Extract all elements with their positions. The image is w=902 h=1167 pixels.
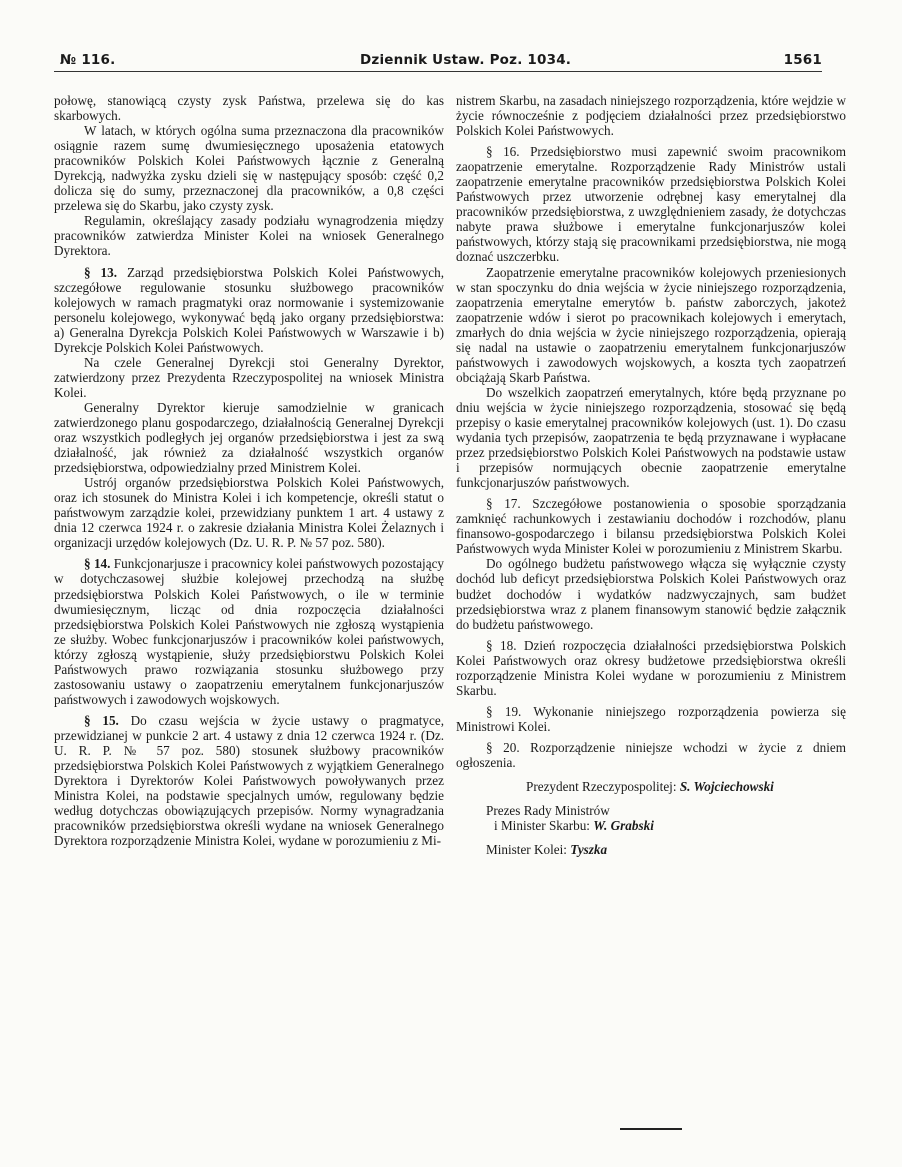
- signature-president: [456, 779, 846, 794]
- paragraph: Zaopatrzenie emerytalne pracowników kolejowych przeniesionych w stan spoczynku do dnia wejścia w życie niniejszego rozporządzenia, zaopatrzenia emerytalne emerytów b. państw zaborczych, jakoteż zaopatrzenie wdów i sierot po pracownikach kolejowych i emerytach, zmarłych do dnia wejścia w życie niniejszego rozporządzenia, opierają się nadal na ustawie o zaopatrzeniu emerytalnem funkcjonarjuszów państwowych i zawodowych wojskowych, a koszta tych zaopatrzeń obciążają Skarb Państwa.: [456, 264, 846, 385]
- section-14: [54, 556, 444, 706]
- paragraph: Generalny Dyrektor kieruje samodzielnie w granicach zatwierdzonego planu gospodarczego, działalnością Generalnej Dyrekcji oraz wszystkich podległych jej organów przedsiębiorstwa i jest za swą działalność, jak również za działalność wszystkich organów przedsiębiorstwa, odpowiedzialny przed Ministrem Kolei.: [54, 399, 444, 476]
- page-number: 1561: [783, 52, 822, 68]
- section-text: Szczegółowe postanowienia o sposobie sporządzania zamknięć rachunkowych i zestawianiu dochodów i rozchodów, planu finansowo-gospodarczego i bilansu przedsiębiorstwa Polskich Kolei Państwowych wyda Minister Kolei w porozumieniu z Ministrem Skarbu.: [456, 496, 847, 557]
- paragraph: Ustrój organów przedsiębiorstwa Polskich Kolei Państwowych, oraz ich stosunek do Ministra Kolei i ich kompetencje, określi statut o państwowym zarządzie kolei, przewidziany punktem 1 art. 4 ustawy z dnia 12 czerwca 1924 r. o zakresie działania Ministra Kolei Żelaznych i organizacji urzędów kolejowych (Dz. U. R. P. № 57 poz. 580).: [54, 475, 444, 551]
- paragraph: Do ogólnego budżetu państwowego włącza się wyłącznie czysty dochód lub deficyt przedsiębiorstwa Polskich Kolei Państwowych oraz budżet dochodów i wydatków nadzwyczajnych, sam budżet przedsiębiorstwa wraz z planem finansowym stanowić będzie załącznik do budżetu państwowego.: [456, 556, 846, 632]
- paragraph: nistrem Skarbu, na zasadach niniejszego rozporządzenia, które wejdzie w życie równocześnie z podjęciem działalności przez przedsiębiorstwo Polskich Kolei Państwowych.: [456, 93, 846, 139]
- section-label: § 13.: [84, 264, 118, 280]
- section-label: § 18.: [486, 637, 517, 653]
- paragraph: Do wszelkich zaopatrzeń emerytalnych, które będą przyznane po dniu wejścia w życie niniejszego rozporządzenia, stosować się będą przepisy o kasie emerytalnej pracowników kolejowych (ust. 1). Do czasu wydania tych przepisów, zaopatrzenia te będą przyznawane i wypłacane przez przedsiębiorstwo Polskich Kolei Państwowych na podstawie ustaw i przepisów normujących obecnie zaopatrzenie emerytalne funkcjonarjuszów państwowych.: [456, 384, 846, 491]
- paragraph: Regulamin, określający zasady podziału wynagrodzenia między pracowników zatwierdza Minister Kolei na wniosek Generalnego Dyrektora.: [54, 213, 444, 259]
- section-text: Rozporządzenie niniejsze wchodzi w życie z dniem ogłoszenia.: [456, 739, 847, 770]
- end-rule: [620, 1128, 682, 1130]
- issue-number: № 116.: [60, 52, 116, 68]
- section-16: [456, 144, 846, 264]
- section-label: § 17.: [486, 496, 521, 512]
- section-label: § 14.: [84, 556, 111, 572]
- section-text: Zarząd przedsiębiorstwa Polskich Kolei Państwowych, szczegółowe regulowanie stosunku służbowego pracowników kolejowych w ramach pragmatyki oraz normowanie i systemizowanie personelu kolejowego, wykonywać będą jako organy przedsiębiorstwa: a) Generalna Dyrekcja Polskich Kolei Państwowych w Warszawie i b) Dyrekcje Polskich Kolei Państwowych.: [54, 264, 445, 355]
- section-text: Do czasu wejścia w życie ustawy o pragmatyce, przewidzianej w punkcie 2 art. 4 ustawy z dnia 12 czerwca 1924 r. (Dz. U. R. P. № 57 poz. 580) stosunek służbowy pracowników przedsiębiorstwa Polskich Kolei Państwowych z wyjątkiem Generalnego Dyrektora i Dyrektorów Kolei Państwowych powoływanych przez Ministra Kolei, na podstawie specjalnych umów, regulowany będzie według dotychczas obowiązujących przepisów. Normy wynagradzania pracowników przedsiębiorstwa określi wydane na wniosek Generalnego Dyrektora rozporządzenie Ministra Kolei, wydane w porozumieniu z Mi-: [54, 712, 445, 849]
- signature-pm-role: Prezes Rady Ministrów: [486, 803, 610, 819]
- paragraph: Na czele Generalnej Dyrekcji stoi Generalny Dyrektor, zatwierdzony przez Prezydenta Rzeczypospolitej na wniosek Ministra Kolei.: [54, 354, 444, 400]
- signature-name: W. Grabski: [593, 818, 654, 834]
- section-13: [54, 265, 444, 355]
- section-20: [456, 740, 846, 770]
- section-text: Funkcjonarjusze i pracownicy kolei państwowych pozostający w dotychczasowej służbie kolejowej przechodzą na służbę przedsiębiorstwa Polskich Kolei Państwowych, o ile w terminie dwumiesięcznym, licząc od dnia rozpoczęcia działalności przedsiębiorstwa Polskich Kolei Państwowych nie zgłoszą wystąpienia ze służby. Wobec funkcjonarjuszów i pracowników kolei państwowych, którzy zgłoszą wystąpienie, służy przedsiębiorstwu Polskich Kolei Państwowych prawo rozwiązania stosunku służbowego przy zastosowaniu ustawy o zaopatrzeniu emerytalnem funkcjonarjuszów państwowych i zawodowych wojskowych.: [54, 556, 445, 707]
- signature-role: Minister Kolei:: [486, 842, 567, 858]
- left-column: [54, 93, 444, 848]
- section-17: [456, 496, 846, 556]
- section-19: [456, 704, 846, 734]
- section-18: [456, 638, 846, 698]
- signature-role: Prezydent Rzeczypospolitej:: [526, 779, 677, 795]
- section-label: § 20.: [486, 739, 520, 755]
- header-rule: [54, 71, 822, 72]
- section-label: § 19.: [486, 703, 522, 719]
- section-text: Przedsiębiorstwo musi zapewnić swoim pracownikom zaopatrzenie emerytalne. Rozporządzenie Rady Ministrów ustali zaopatrzenie emerytalne pracowników przedsiębiorstwa Polskich Kolei Państwowych przez utworzenie odrębnej kasy emerytalnej dla pracowników przedsiębiorstwa, z uwzględnieniem zasady, że dotychczas nabyte prawa służbowe i emerytalne funkcjonarjuszów kolei państwowych, którzy stają się pracownikami przedsiębiorstwa, nie mogą doznać uszczerbku.: [456, 144, 847, 265]
- signature-rail-minister: [456, 842, 846, 857]
- right-column: [456, 93, 846, 857]
- signature-name: S. Wojciechowski: [679, 779, 774, 795]
- signature-role: i Minister Skarbu:: [494, 818, 590, 834]
- section-text: Dzień rozpoczęcia działalności przedsiębiorstwa Polskich Kolei Państwowych oraz okresy budżetowe przedsiębiorstwa określi rozporządzenie Ministra Kolei wydane w porozumieniu z Ministrem Skarbu.: [456, 637, 846, 698]
- section-label: § 16.: [486, 144, 520, 160]
- signature-name: Tyszka: [570, 842, 608, 858]
- section-15: [54, 713, 444, 848]
- journal-title: Dziennik Ustaw. Poz. 1034.: [360, 52, 572, 68]
- paragraph: W latach, w których ogólna suma przeznaczona dla pracowników osiągnie razem sumę dwumiesięcznego uposażenia etatowych pracowników Polskich Kolei Państwowych łącznie z Generalną Dyrekcją, nadwyżka zysku dzieli się w następujący sposób: część 0,2 dolicza się do sumy, przeznaczonej dla pracowników, a 0,8 części przelewa się do Skarbu, jako czysty zysk.: [54, 123, 444, 214]
- section-text: Wykonanie niniejszego rozporządzenia powierza się Ministrowi Kolei.: [456, 703, 846, 734]
- section-label: § 15.: [84, 712, 119, 728]
- paragraph: połowę, stanowiącą czysty zysk Państwa, przelewa się do kas skarbowych.: [54, 93, 444, 124]
- signature-pm: [456, 818, 846, 833]
